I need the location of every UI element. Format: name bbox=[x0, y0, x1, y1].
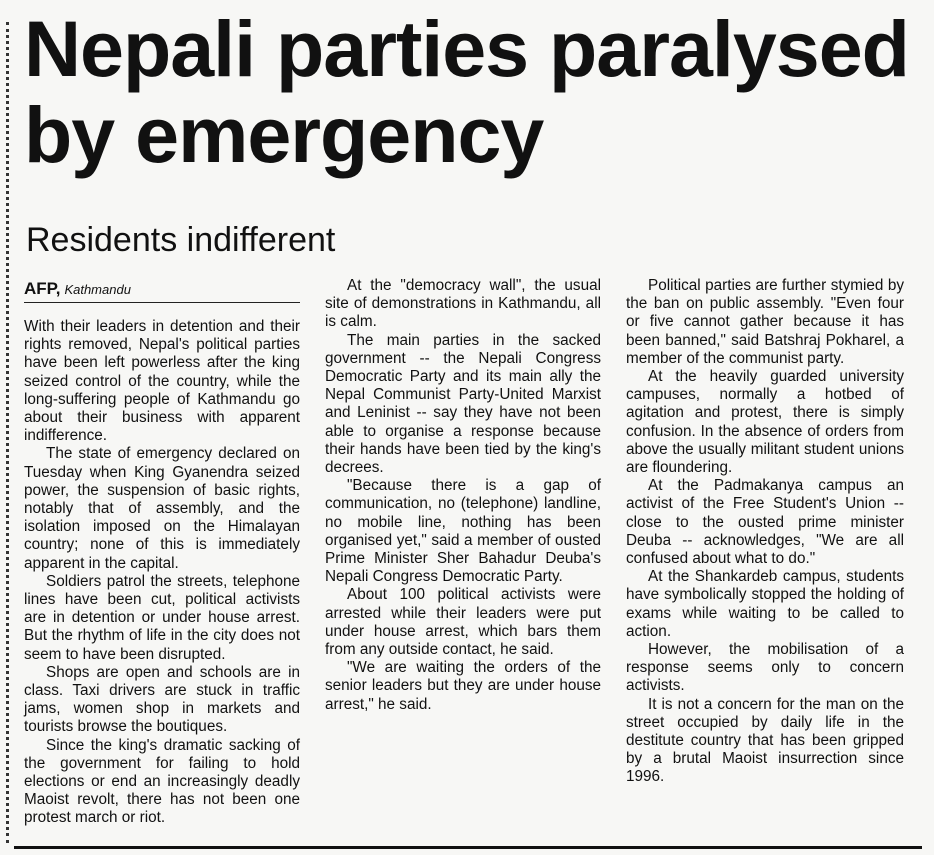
headline: Nepali parties paralysed by emergency bbox=[24, 4, 909, 179]
byline-place: Kathmandu bbox=[64, 282, 131, 297]
paragraph: At the Shankardeb campus, students have symbolically stopped the holding of exams while waiting to be called to action. bbox=[626, 568, 904, 640]
paragraph: With their leaders in detention and their rights removed, Nepal's political parties have been left powerless after the king seized control of the country, while the long-suffering people of Kathmandu go about their business with apparent indifference. bbox=[24, 318, 300, 445]
article-column-1 bbox=[24, 318, 300, 828]
paragraph: At the Padmakanya campus an activist of the Free Student's Union -- close to the ousted prime minister Deuba -- acknowledges, "We are all confused about what to do." bbox=[626, 477, 904, 568]
bottom-rule bbox=[14, 846, 922, 849]
paragraph: It is not a concern for the man on the street occupied by daily life in the destitute country that has been gripped by a brutal Maoist insurrection since 1996. bbox=[626, 695, 904, 786]
paragraph: At the heavily guarded university campuses, normally a hotbed of agitation and protest, there is simply confusion. In the absence of orders from above the usually militant student unions are floundering. bbox=[626, 368, 904, 477]
article-column-3 bbox=[626, 277, 904, 787]
byline bbox=[24, 279, 300, 303]
article-column-2 bbox=[325, 277, 601, 714]
paragraph: Since the king's dramatic sacking of the government for failing to hold elections or end an increasingly deadly Maoist revolt, there has not been one protest march or riot. bbox=[24, 736, 300, 827]
paragraph: At the "democracy wall", the usual site of demonstrations in Kathmandu, all is calm. bbox=[325, 277, 601, 331]
subheadline: Residents indifferent bbox=[26, 221, 336, 259]
dotted-column-border bbox=[6, 22, 9, 843]
paragraph: About 100 political activists were arrested while their leaders were put under house arrest, which bars them from any outside contact, he said. bbox=[325, 586, 601, 659]
paragraph: Political parties are further stymied by the ban on public assembly. "Even four or five cannot gather because it has been banned," said Batshraj Pokharel, a member of the communist party. bbox=[626, 277, 904, 367]
paragraph: Shops are open and schools are in class. Taxi drivers are stuck in traffic jams, women shop in markets and tourists browse the boutiques. bbox=[24, 663, 300, 736]
paragraph: "Because there is a gap of communication, no (telephone) landline, no mobile line, nothing has been organised yet," said a member of ousted Prime Minister Sher Bahadur Deuba's Nepali Congress Democratic Party. bbox=[325, 477, 601, 586]
paragraph: "We are waiting the orders of the senior leaders but they are under house arrest," he said. bbox=[325, 659, 601, 713]
paragraph: However, the mobilisation of a response seems only to concern activists. bbox=[626, 641, 904, 695]
paragraph: The state of emergency declared on Tuesday when King Gyanendra seized power, the suspension of basic rights, notably that of assembly, and the isolation imposed on the Himalayan country; none of this is immediately apparent in the capital. bbox=[24, 445, 300, 572]
byline-agency: AFP, bbox=[24, 279, 61, 298]
paragraph: Soldiers patrol the streets, telephone lines have been cut, political activists are in detention or under house arrest. But the rhythm of life in the city does not seem to have been disrupted. bbox=[24, 572, 300, 663]
paragraph: The main parties in the sacked government -- the Nepali Congress Democratic Party and its main ally the Nepal Communist Party-United Marxist and Leninist -- say they have not been able to organise a response because their hands have been tied by the king's decrees. bbox=[325, 331, 601, 477]
